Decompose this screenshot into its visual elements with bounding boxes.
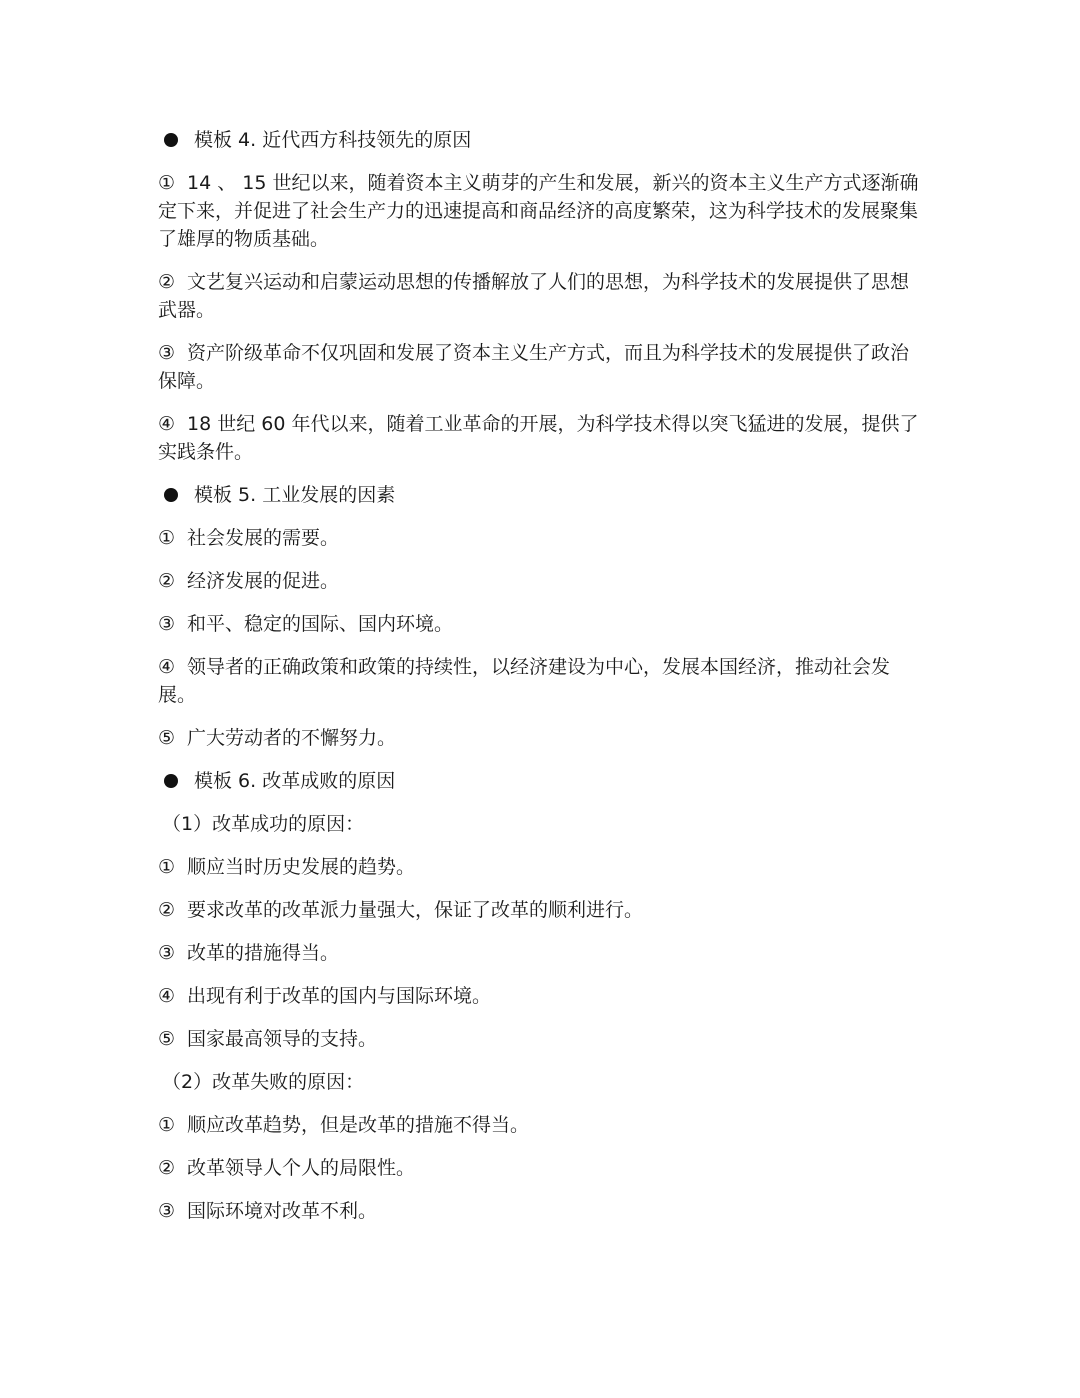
section-heading <box>158 481 928 509</box>
item-text: 顺应当时历史发展的趋势。 <box>187 856 416 878</box>
list-item <box>158 1154 928 1182</box>
list-item <box>158 567 928 595</box>
item-text: 顺应改革趋势，但是改革的措施不得当。 <box>187 1114 530 1136</box>
item-text: 改革领导人个人的局限性。 <box>187 1157 416 1179</box>
list-item <box>158 653 928 709</box>
subsection-title: （1）改革成功的原因： <box>162 813 365 835</box>
item-text: 18 世纪 60 年代以来，随着工业革命的开展，为科学技术得以突飞猛进的发展，提供了实践条件。 <box>158 413 919 463</box>
item-text: 国家最高领导的支持。 <box>187 1028 378 1050</box>
item-number: ③ <box>158 1200 176 1222</box>
item-text: 14 、 15 世纪以来，随着资本主义萌芽的产生和发展，新兴的资本主义生产方式逐渐确定下来，并促进了社会生产力的迅速提高和商品经济的高度繁荣，这为科学技术的发展聚集了雄厚的物质基础。 <box>158 172 919 250</box>
bullet-icon <box>164 488 178 502</box>
section-heading <box>158 767 928 795</box>
subsection-title: （2）改革失败的原因： <box>162 1071 365 1093</box>
list-item <box>158 169 928 253</box>
item-number: ⑤ <box>158 727 176 749</box>
item-text: 资产阶级革命不仅巩固和发展了资本主义生产方式，而且为科学技术的发展提供了政治保障。 <box>158 342 910 392</box>
item-number: ④ <box>158 656 176 678</box>
list-item <box>158 268 928 324</box>
list-item <box>158 1025 928 1053</box>
list-item <box>158 1111 928 1139</box>
item-number: ① <box>158 527 176 549</box>
item-number: ③ <box>158 942 176 964</box>
item-number: ④ <box>158 413 176 435</box>
list-item <box>158 939 928 967</box>
item-number: ① <box>158 1114 176 1136</box>
list-item <box>158 896 928 924</box>
list-item <box>158 724 928 752</box>
item-text: 改革的措施得当。 <box>187 942 340 964</box>
list-item <box>158 410 928 466</box>
item-text: 社会发展的需要。 <box>187 527 340 549</box>
list-item <box>158 339 928 395</box>
item-number: ① <box>158 172 176 194</box>
item-number: ② <box>158 271 176 293</box>
list-item <box>158 1197 928 1225</box>
document-page <box>158 126 928 1240</box>
item-number: ③ <box>158 342 176 364</box>
item-text: 经济发展的促进。 <box>187 570 340 592</box>
item-number: ⑤ <box>158 1028 176 1050</box>
section-heading-text: 模板 4. 近代西方科技领先的原因 <box>194 129 472 151</box>
item-text: 国际环境对改革不利。 <box>187 1200 378 1222</box>
list-item <box>158 610 928 638</box>
item-text: 和平、稳定的国际、国内环境。 <box>187 613 454 635</box>
bullet-icon <box>164 133 178 147</box>
section-heading-text: 模板 5. 工业发展的因素 <box>194 484 396 506</box>
item-text: 要求改革的改革派力量强大，保证了改革的顺利进行。 <box>187 899 644 921</box>
item-number: ④ <box>158 985 176 1007</box>
item-number: ② <box>158 1157 176 1179</box>
item-text: 广大劳动者的不懈努力。 <box>187 727 397 749</box>
item-number: ② <box>158 899 176 921</box>
list-item <box>158 982 928 1010</box>
item-number: ① <box>158 856 176 878</box>
item-number: ② <box>158 570 176 592</box>
item-number: ③ <box>158 613 176 635</box>
item-text: 领导者的正确政策和政策的持续性，以经济建设为中心，发展本国经济，推动社会发展。 <box>158 656 891 706</box>
item-text: 文艺复兴运动和启蒙运动思想的传播解放了人们的思想，为科学技术的发展提供了思想武器。 <box>158 271 910 321</box>
list-item <box>158 524 928 552</box>
section-heading <box>158 126 928 154</box>
list-item <box>158 853 928 881</box>
item-text: 出现有利于改革的国内与国际环境。 <box>187 985 492 1007</box>
bullet-icon <box>164 774 178 788</box>
section-heading-text: 模板 6. 改革成败的原因 <box>194 770 396 792</box>
